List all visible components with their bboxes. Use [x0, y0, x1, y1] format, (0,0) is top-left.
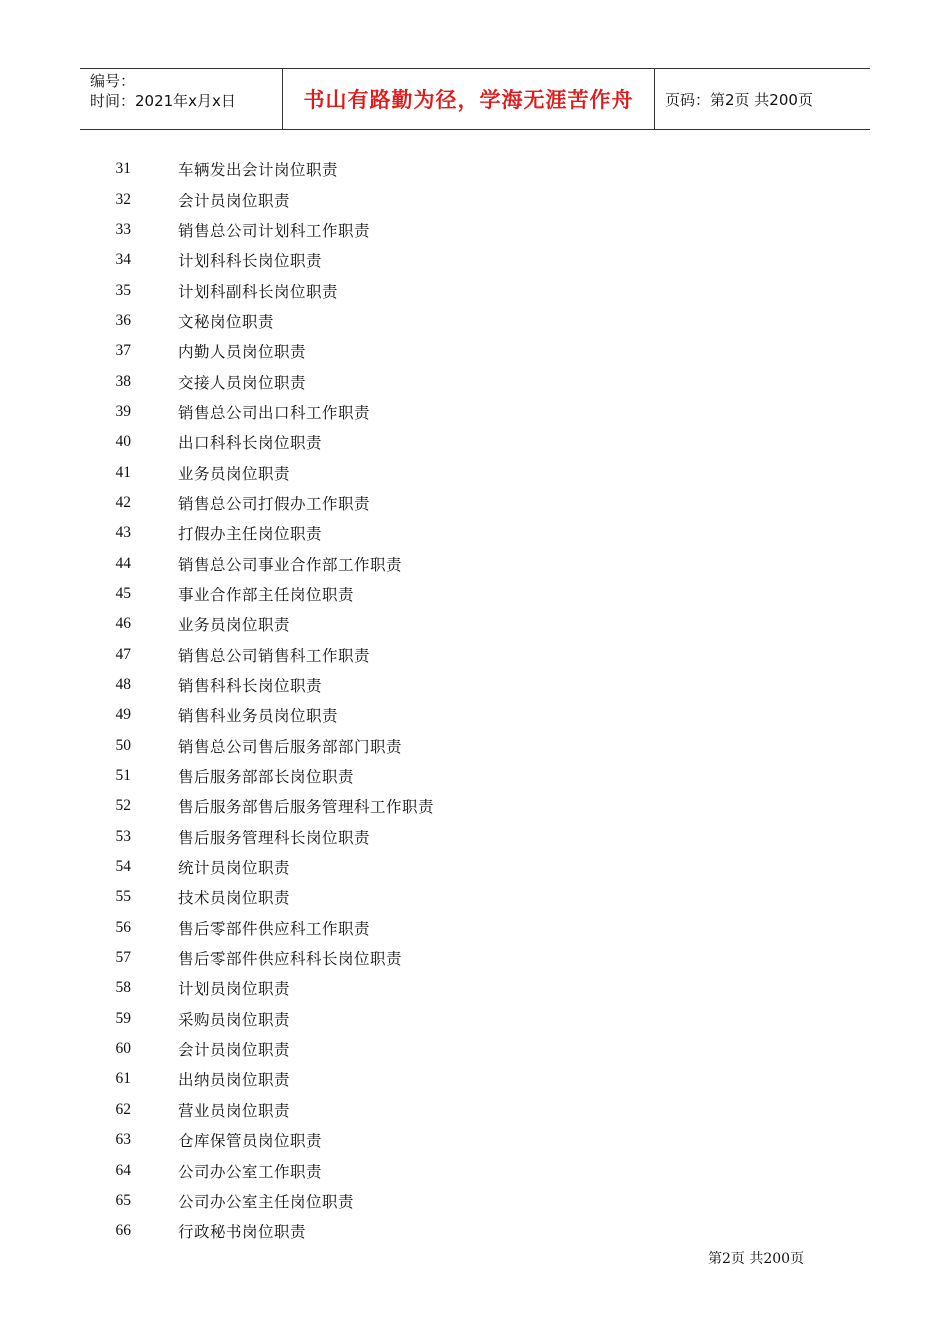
toc-entry-number: 61	[115, 1070, 131, 1088]
toc-entry-number: 54	[115, 858, 131, 876]
toc-entry	[0, 943, 950, 973]
toc-entry	[0, 1186, 950, 1216]
toc-entry-number: 39	[115, 402, 131, 420]
toc-entry-number: 43	[115, 524, 131, 542]
toc-entry	[0, 1125, 950, 1155]
toc-entry-number: 46	[115, 615, 131, 633]
toc-entry	[0, 275, 950, 305]
toc-entry-number: 56	[115, 918, 131, 936]
toc-entry-number: 59	[115, 1009, 131, 1027]
toc-entry	[0, 215, 950, 245]
toc-entry	[0, 366, 950, 396]
toc-entry-title: 销售总公司售后服务部部门职责	[178, 737, 403, 756]
toc-entry	[0, 548, 950, 578]
toc-entry-title: 业务员岗位职责	[178, 464, 291, 483]
header-page-info	[655, 69, 870, 129]
toc-entry-title: 销售总公司销售科工作职责	[178, 646, 371, 665]
toc-entry	[0, 761, 950, 791]
toc-entry-title: 事业合作部主任岗位职责	[178, 585, 355, 604]
page-footer	[708, 1248, 804, 1268]
toc-entry-title: 营业员岗位职责	[178, 1101, 291, 1120]
toc-entry	[0, 882, 950, 912]
toc-entry-title: 销售科业务员岗位职责	[178, 707, 339, 726]
toc-entry	[0, 457, 950, 487]
toc-entry-title: 计划科科长岗位职责	[178, 252, 323, 271]
toc-entry	[0, 731, 950, 761]
toc-entry-title: 行政秘书岗位职责	[178, 1223, 307, 1242]
toc-entry-number: 37	[115, 342, 131, 360]
toc-entry-title: 公司办公室主任岗位职责	[178, 1192, 355, 1211]
toc-entry	[0, 640, 950, 670]
header-motto	[282, 69, 655, 129]
toc-entry-title: 采购员岗位职责	[178, 1010, 291, 1029]
toc-entry-title: 计划科副科长岗位职责	[178, 282, 339, 301]
toc-entry-title: 仓库保管员岗位职责	[178, 1132, 323, 1151]
toc-entry-number: 53	[115, 827, 131, 845]
toc-entry-number: 47	[115, 645, 131, 663]
toc-entry-title: 出口科科长岗位职责	[178, 434, 323, 453]
toc-entry-number: 60	[115, 1040, 131, 1058]
document-code-label: 编号：	[90, 72, 136, 90]
toc-entry	[0, 184, 950, 214]
toc-entry	[0, 1216, 950, 1246]
toc-entry-title: 会计员岗位职责	[178, 1041, 291, 1060]
toc-entry	[0, 579, 950, 609]
toc-entry-number: 42	[115, 493, 131, 511]
toc-entry-title: 售后服务管理科长岗位职责	[178, 828, 371, 847]
toc-entry-number: 58	[115, 979, 131, 997]
toc-entry	[0, 822, 950, 852]
header-meta	[80, 69, 282, 129]
toc-list	[0, 154, 950, 1246]
toc-entry	[0, 791, 950, 821]
toc-entry-number: 50	[115, 736, 131, 754]
toc-entry	[0, 336, 950, 366]
toc-entry	[0, 1155, 950, 1185]
toc-entry	[0, 397, 950, 427]
toc-entry-title: 业务员岗位职责	[178, 616, 291, 635]
toc-entry-number: 52	[115, 797, 131, 815]
toc-entry-title: 销售总公司打假办工作职责	[178, 494, 371, 513]
toc-entry-number: 32	[115, 190, 131, 208]
header-page-number: 页码：第2页 共200页	[665, 90, 813, 109]
toc-entry-number: 48	[115, 676, 131, 694]
toc-entry	[0, 1064, 950, 1094]
footer-page-number: 第2页 共200页	[708, 1251, 805, 1267]
toc-entry-title: 交接人员岗位职责	[178, 373, 307, 392]
toc-entry-number: 62	[115, 1100, 131, 1118]
toc-entry	[0, 518, 950, 548]
toc-entry-title: 销售总公司出口科工作职责	[178, 403, 371, 422]
toc-entry-title: 统计员岗位职责	[178, 859, 291, 878]
toc-entry-number: 38	[115, 372, 131, 390]
toc-entry-number: 49	[115, 706, 131, 724]
toc-entry-number: 31	[115, 160, 131, 178]
toc-entry-title: 技术员岗位职责	[178, 889, 291, 908]
toc-entry-title: 售后服务部售后服务管理科工作职责	[178, 798, 435, 817]
motto-text: 书山有路勤为径，学海无涯苦作舟	[303, 88, 634, 112]
toc-entry-title: 销售科科长岗位职责	[178, 677, 323, 696]
toc-entry-title: 出纳员岗位职责	[178, 1071, 291, 1090]
toc-entry-title: 售后服务部部长岗位职责	[178, 768, 355, 787]
page-header	[80, 68, 870, 130]
toc-entry	[0, 670, 950, 700]
toc-entry	[0, 609, 950, 639]
toc-entry-number: 36	[115, 311, 131, 329]
toc-entry-title: 售后零部件供应科工作职责	[178, 919, 371, 938]
toc-entry-number: 63	[115, 1131, 131, 1149]
toc-entry	[0, 488, 950, 518]
toc-entry-title: 公司办公室工作职责	[178, 1162, 323, 1181]
toc-entry-title: 打假办主任岗位职责	[178, 525, 323, 544]
toc-entry	[0, 1034, 950, 1064]
toc-entry-number: 66	[115, 1222, 131, 1240]
toc-entry-number: 40	[115, 433, 131, 451]
toc-entry-title: 会计员岗位职责	[178, 191, 291, 210]
toc-entry-number: 55	[115, 888, 131, 906]
toc-entry	[0, 1095, 950, 1125]
toc-entry	[0, 245, 950, 275]
toc-entry-title: 售后零部件供应科科长岗位职责	[178, 950, 403, 969]
toc-entry	[0, 700, 950, 730]
toc-entry-number: 33	[115, 220, 131, 238]
toc-entry	[0, 1004, 950, 1034]
document-time: 时间：2021年x月x日	[90, 92, 236, 110]
toc-entry	[0, 154, 950, 184]
toc-entry	[0, 427, 950, 457]
toc-entry-title: 销售总公司计划科工作职责	[178, 221, 371, 240]
toc-entry-number: 51	[115, 767, 131, 785]
toc-entry	[0, 913, 950, 943]
toc-entry-title: 文秘岗位职责	[178, 312, 275, 331]
toc-entry-title: 销售总公司事业合作部工作职责	[178, 555, 403, 574]
toc-entry-number: 34	[115, 251, 131, 269]
toc-entry-number: 65	[115, 1191, 131, 1209]
toc-entry-title: 计划员岗位职责	[178, 980, 291, 999]
toc-entry-number: 57	[115, 949, 131, 967]
toc-entry-number: 64	[115, 1161, 131, 1179]
toc-entry	[0, 852, 950, 882]
toc-entry-number: 35	[115, 281, 131, 299]
toc-entry-number: 44	[115, 554, 131, 572]
toc-entry-number: 45	[115, 584, 131, 602]
toc-entry	[0, 306, 950, 336]
toc-entry-title: 内勤人员岗位职责	[178, 343, 307, 362]
toc-entry	[0, 973, 950, 1003]
toc-entry-number: 41	[115, 463, 131, 481]
toc-entry-title: 车辆发出会计岗位职责	[178, 161, 339, 180]
